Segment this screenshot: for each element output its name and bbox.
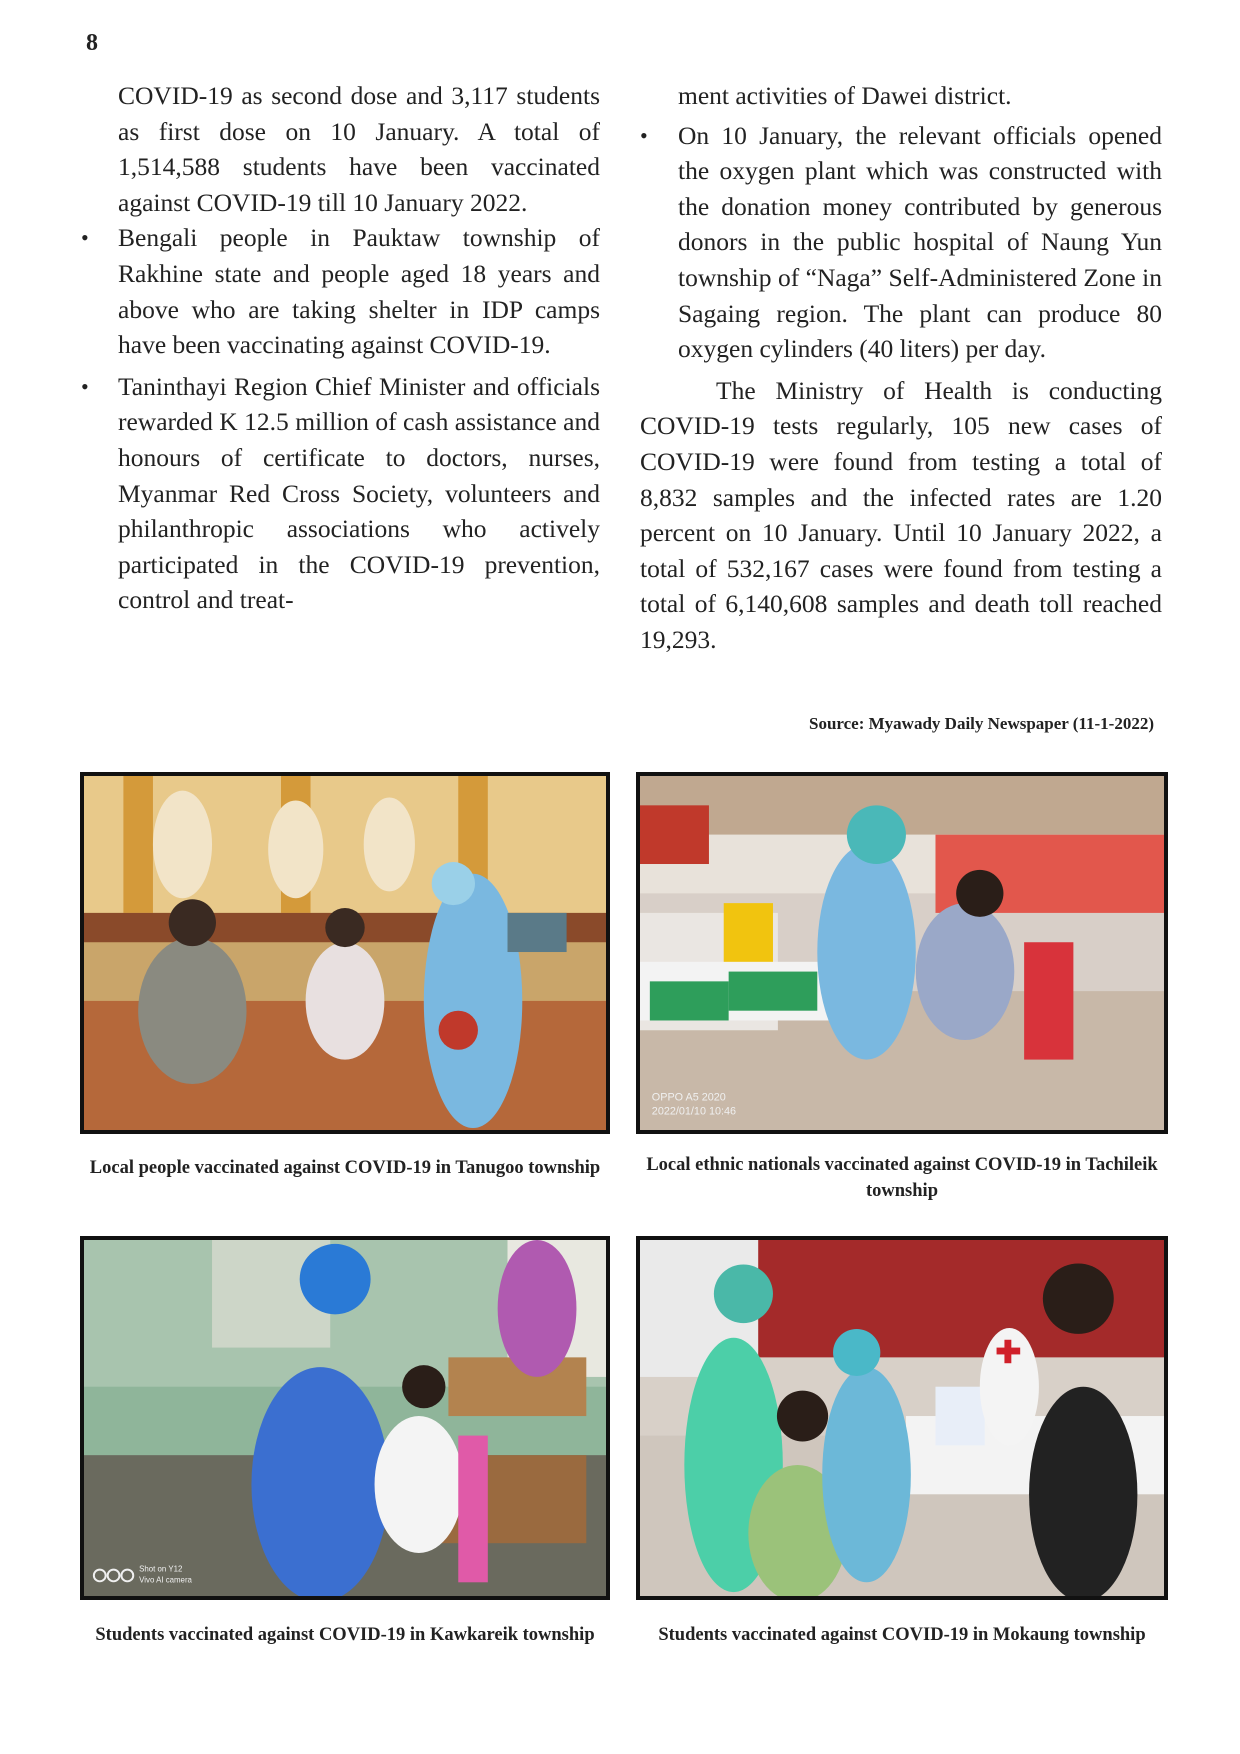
right-bullet-list (640, 118, 1162, 367)
photo-caption: Local people vaccinated against COVID-19 in Tanugoo township (89, 1158, 601, 1178)
left-intro-paragraph: COVID-19 as second dose and 3,117 students as first dose on 10 January. A total of 1,514,588 students have been vaccinated against COVID-19 till 10 January 2022. (118, 81, 600, 217)
photo-caption: Local ethnic nationals vaccinated against COVID-19 in Tachileik township (646, 1155, 1158, 1201)
photo-caption: Students vaccinated against COVID-19 in Kawkareik township (95, 1625, 595, 1645)
photo-kawkareik (80, 1236, 610, 1600)
photo-caption: Students vaccinated against COVID-19 in Mokaung township (658, 1625, 1146, 1645)
camera-stamp-brand: Vivo AI camera (139, 1575, 192, 1585)
health-ministry-paragraph: The Ministry of Health is conducting COVID-19 tests regularly, 105 new cases of COVID-19 were found from testing a total of 8,832 samples and the infected rates are 1.20 percent on 10 January. Until 10 January 2022, a total of 532,167 cases were found from testing a total of 6,140,608 samples and death toll reached 19,293. (640, 375, 1162, 654)
photo-tanugoo (80, 772, 610, 1134)
source-credit: Source: Myawady Daily Newspaper (11-1-2022) (808, 714, 1154, 733)
left-column (118, 78, 600, 624)
photo-tachileik (636, 772, 1168, 1134)
camera-stamp-datetime: 2022/01/10 10:46 (651, 1105, 737, 1118)
left-bullet-list (118, 220, 600, 618)
right-continuation-text: ment activities of Dawei district. (678, 81, 1012, 110)
right-column (640, 78, 1162, 658)
list-item: • Taninthayi Region Chief Minister and officials rewarded K 12.5 million of cash assistance and honours of certificate to doctors, nurses, Myanmar Red Cross Society, volunteers and philanthropic associations who actively participated in the COVID-19 prevention, control and treat- (118, 369, 600, 618)
page-number: 8 (86, 30, 98, 56)
camera-stamp-model: OPPO A5 2020 (651, 1091, 726, 1104)
list-item: • On 10 January, the relevant officials opened the oxygen plant which was constructed with the donation money contributed by generous donors in the public hospital of Naung Yun township of “Naga” Self-Administered Zone in Sagaing region. The plant can produce 80 oxygen cylinders (40 liters) per day. (640, 118, 1162, 367)
photo-mokaung (636, 1236, 1168, 1600)
list-item: • Bengali people in Pauktaw township of Rakhine state and people aged 18 years and above who are taking shelter in IDP camps have been vaccinating against COVID-19. (118, 220, 600, 362)
camera-stamp-model: Shot on Y12 (139, 1564, 183, 1574)
